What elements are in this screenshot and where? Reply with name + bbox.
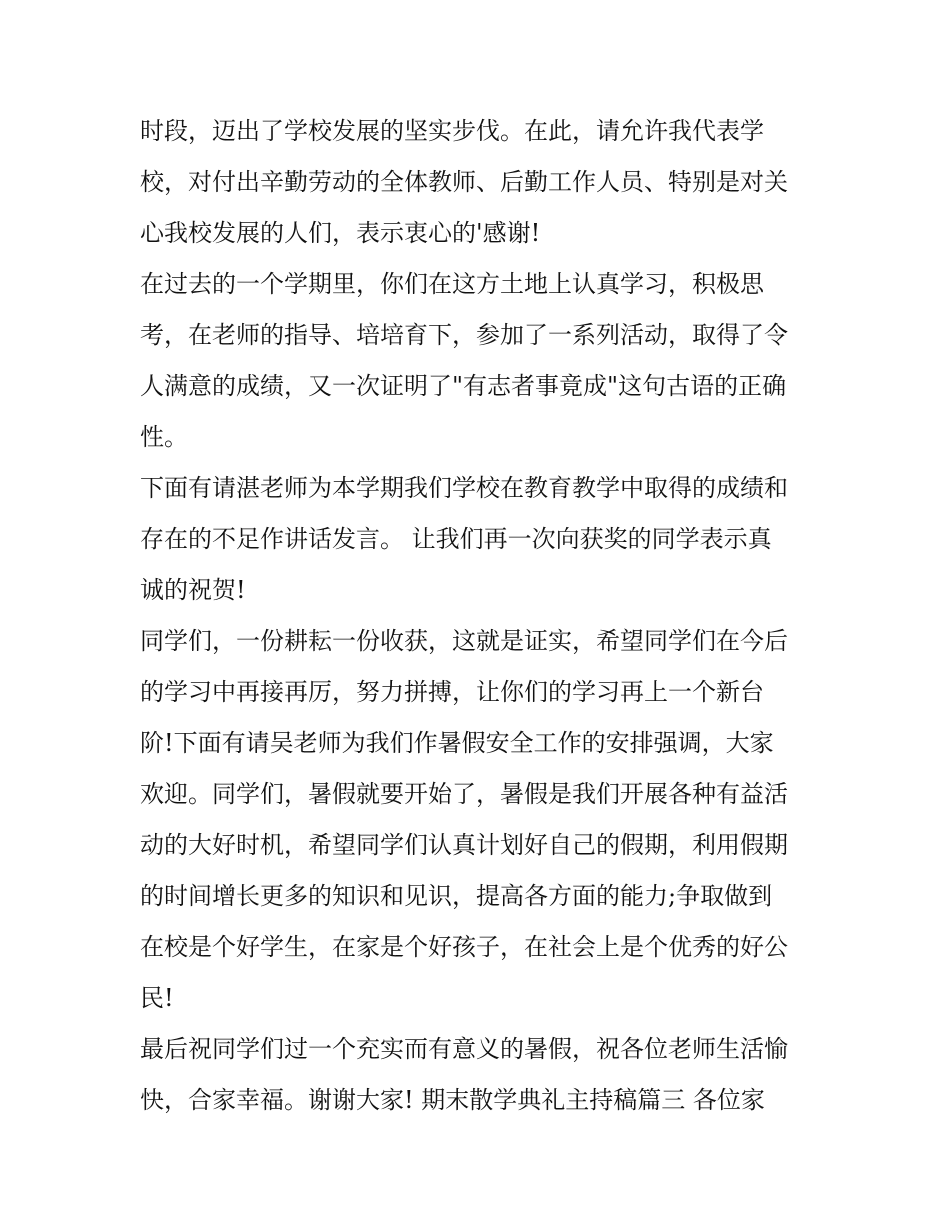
text-line: 在过去的一个学期里，你们在这方土地上认真学习，积极思 xyxy=(140,270,764,298)
text-line: 欢迎。同学们，暑假就要开始了，暑假是我们开展各种有益活 xyxy=(140,780,788,808)
text-line: 的学习中再接再厉，努力拼搏，让你们的学习再上一个新台 xyxy=(140,678,764,706)
text-line: 动的大好时机，希望同学们认真计划好自己的假期，利用假期 xyxy=(140,831,788,859)
text-line: 考，在老师的指导、培培育下，参加了一系列活动，取得了令 xyxy=(140,321,788,349)
text-line: 存在的不足作讲话发言。 让我们再一次向获奖的同学表示真 xyxy=(140,525,772,553)
text-line: 民! xyxy=(140,984,174,1012)
text-line: 诚的祝贺! xyxy=(140,576,246,604)
text-line: 校，对付出辛勤劳动的全体教师、后勤工作人员、特别是对关 xyxy=(140,168,788,196)
text-line: 心我校发展的人们，表示衷心的'感谢! xyxy=(140,219,541,247)
text-line: 在校是个好学生，在家是个好孩子，在社会上是个优秀的好公 xyxy=(140,933,788,961)
text-line: 快，合家幸福。谢谢大家! 期末散学典礼主持稿篇三 各位家 xyxy=(140,1086,765,1114)
text-line: 的时间增长更多的知识和见识，提高各方面的能力;争取做到 xyxy=(140,882,773,910)
text-line: 最后祝同学们过一个充实而有意义的暑假，祝各位老师生活愉 xyxy=(140,1035,788,1063)
text-line: 下面有请湛老师为本学期我们学校在教育教学中取得的成绩和 xyxy=(140,474,788,502)
text-line: 性。 xyxy=(140,423,188,451)
text-line: 同学们，一份耕耘一份收获，这就是证实，希望同学们在今后 xyxy=(140,627,788,655)
text-line: 时段，迈出了学校发展的坚实步伐。在此，请允许我代表学 xyxy=(140,117,764,145)
text-line: 人满意的成绩，又一次证明了"有志者事竟成"这句古语的正确 xyxy=(140,372,787,400)
text-line: 阶!下面有请吴老师为我们作暑假安全工作的安排强调，大家 xyxy=(140,729,774,757)
document-body xyxy=(140,106,820,1126)
